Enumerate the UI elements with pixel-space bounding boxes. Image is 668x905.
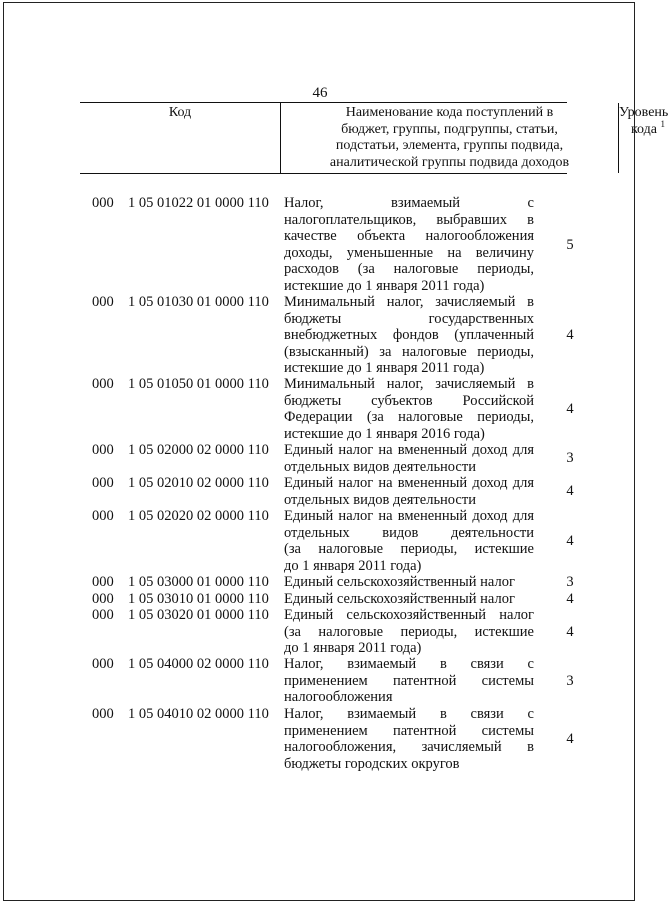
description-line: бюджеты субъектов Российской <box>284 392 534 409</box>
description-line: до 1 января 2011 года) <box>284 557 422 574</box>
row-level: 4 <box>566 730 574 747</box>
description-line: расходов (за налоговые периоды, <box>284 261 534 278</box>
row-prefix: 000 <box>92 591 114 607</box>
row-level: 4 <box>566 400 574 417</box>
description-line: Налог, взимаемый в связи с <box>284 706 534 722</box>
row-code: 1 05 04010 02 0000 110 <box>128 706 269 722</box>
description-line: применением патентной системы <box>284 672 534 689</box>
row-level: 4 <box>566 483 574 500</box>
description-line: Единый сельскохозяйственный налог <box>284 591 515 607</box>
row-code: 1 05 02010 02 0000 110 <box>128 475 269 491</box>
header-name-line: бюджет, группы, подгруппы, статьи, <box>341 121 558 137</box>
header-name-line: аналитической группы подвида доходов <box>329 154 570 170</box>
row-description <box>284 475 534 508</box>
row-level: 4 <box>566 591 574 607</box>
description-line: налогообложения, зачисляемый в <box>284 739 534 756</box>
table-header <box>80 102 668 174</box>
header-name-line: подстатьи, элемента, группы подвида, <box>335 138 564 153</box>
header-name-line: Наименование кода поступлений в <box>345 105 554 120</box>
row-code: 1 05 02000 02 0000 110 <box>128 442 269 458</box>
row-code: 1 05 03020 01 0000 110 <box>128 607 269 623</box>
description-line: Единый налог на вмененный доход для <box>284 475 534 491</box>
row-level: 4 <box>566 623 574 640</box>
header-level-line: Уровень <box>619 105 668 120</box>
description-line: (взысканный) за налоговые периоды, <box>284 343 534 360</box>
row-code: 1 05 01050 01 0000 110 <box>128 376 269 392</box>
description-line: истекшие до 1 января 2016 года) <box>284 425 485 442</box>
row-code: 1 05 01030 01 0000 110 <box>128 294 269 310</box>
row-description <box>284 591 534 608</box>
description-line: (за налоговые периоды, истекшие <box>284 541 534 558</box>
row-description <box>284 195 534 295</box>
row-prefix: 000 <box>92 656 114 672</box>
description-line: Федерации (за налоговые периоды, <box>284 409 534 426</box>
row-prefix: 000 <box>92 475 114 491</box>
description-line: Минимальный налог, зачисляемый в <box>284 294 534 310</box>
row-description <box>284 574 534 591</box>
description-line: Единый сельскохозяйственный налог <box>284 607 534 623</box>
row-prefix: 000 <box>92 442 114 458</box>
row-prefix: 000 <box>92 376 114 392</box>
row-description <box>284 508 534 574</box>
page-number: 46 <box>312 85 328 101</box>
row-prefix: 000 <box>92 508 114 524</box>
header-name <box>280 103 619 173</box>
description-line: применением патентной системы <box>284 722 534 739</box>
description-line: налогообложения <box>284 689 393 706</box>
row-prefix: 000 <box>92 574 114 590</box>
description-line: Единый налог на вмененный доход для <box>284 442 534 458</box>
row-description <box>284 294 534 377</box>
description-line: отдельных видов деятельности <box>284 458 476 475</box>
header-level-word: кода <box>630 121 657 137</box>
description-line: до 1 января 2011 года) <box>284 640 422 657</box>
description-line: бюджеты государственных <box>284 310 534 327</box>
row-description <box>284 607 534 657</box>
row-description <box>284 656 534 706</box>
row-level: 4 <box>566 327 574 344</box>
row-prefix: 000 <box>92 195 114 211</box>
row-prefix: 000 <box>92 294 114 310</box>
row-level: 3 <box>566 450 574 467</box>
description-line: истекшие до 1 января 2011 года) <box>284 360 485 377</box>
description-line: Единый сельскохозяйственный налог <box>284 574 515 590</box>
description-line: Минимальный налог, зачисляемый в <box>284 376 534 392</box>
row-code: 1 05 03000 01 0000 110 <box>128 574 269 590</box>
description-line: Налог, взимаемый в связи с <box>284 656 534 672</box>
description-line: (за налоговые периоды, истекшие <box>284 623 534 640</box>
header-level-line <box>619 118 665 139</box>
row-level: 3 <box>566 574 574 590</box>
row-prefix: 000 <box>92 607 114 623</box>
description-line: доходы, уменьшенные на величину <box>284 244 534 261</box>
description-line: Налог, взимаемый с <box>284 195 534 211</box>
footnote-mark: 1 <box>660 118 665 129</box>
row-description <box>284 442 534 475</box>
row-code: 1 05 03010 01 0000 110 <box>128 591 269 607</box>
description-line: бюджеты городских округов <box>284 755 460 772</box>
row-description <box>284 376 534 442</box>
row-code: 1 05 01022 01 0000 110 <box>128 195 269 211</box>
row-level: 5 <box>566 236 574 253</box>
row-level: 4 <box>566 532 574 549</box>
description-line: отдельных видов деятельности <box>284 524 534 541</box>
row-description <box>284 706 534 772</box>
row-level: 3 <box>566 672 574 689</box>
description-line: налогоплательщиков, выбравших в <box>284 211 534 228</box>
header-code: Код <box>168 105 192 120</box>
row-code: 1 05 04000 02 0000 110 <box>128 656 269 672</box>
description-line: Единый налог на вмененный доход для <box>284 508 534 524</box>
description-line: отдельных видов деятельности <box>284 491 476 508</box>
header-level <box>619 103 667 173</box>
description-line: качестве объекта налогообложения <box>284 228 534 245</box>
description-line: внебюджетных фондов (уплаченный <box>284 327 534 344</box>
description-line: истекшие до 1 января 2011 года) <box>284 277 485 294</box>
row-prefix: 000 <box>92 706 114 722</box>
row-code: 1 05 02020 02 0000 110 <box>128 508 269 524</box>
